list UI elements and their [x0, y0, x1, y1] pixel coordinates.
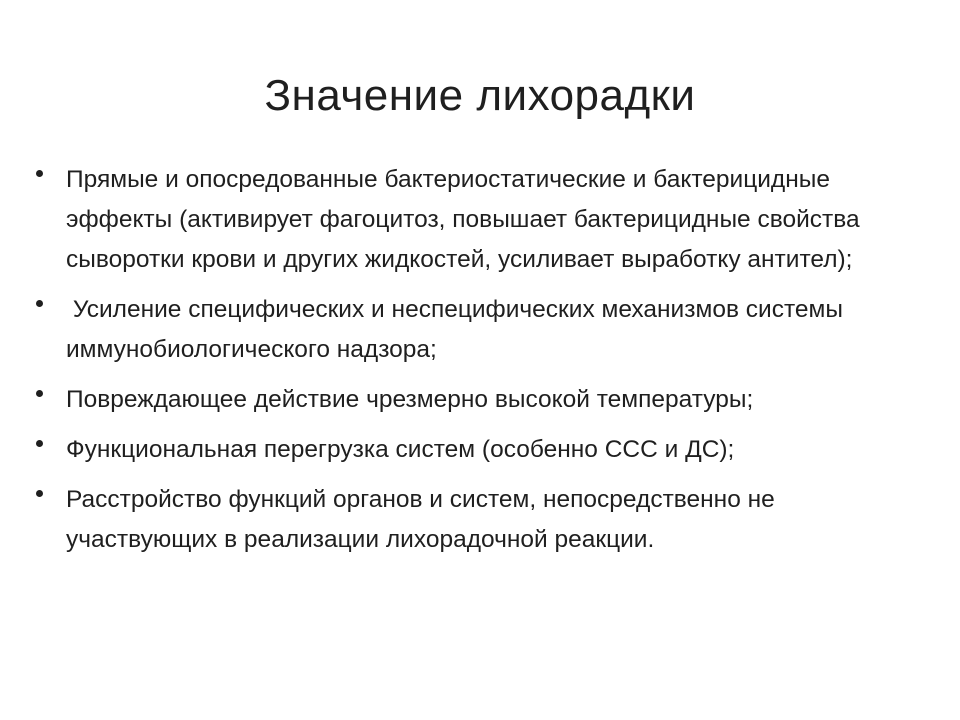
bullet-dot-icon: [36, 170, 43, 177]
bullet-item: [34, 160, 914, 280]
bullet-item: [34, 380, 914, 420]
bullet-list: [34, 160, 914, 570]
bullet-dot-icon: [36, 490, 43, 497]
bullet-item: [34, 480, 914, 560]
bullet-text: Расстройство функций органов и систем, непосредственно не участвующих в реализации лихорадочной реакции.: [66, 486, 775, 553]
bullet-item: [34, 430, 914, 470]
slide-title: Значение лихорадки: [264, 71, 696, 120]
bullet-text: Прямые и опосредованные бактериостатические и бактерицидные эффекты (активирует фагоцитоз, повышает бактерицидные свойства сыворотки крови и других жидкостей, усиливает выработку антител);: [66, 166, 860, 273]
bullet-dot-icon: [36, 440, 43, 447]
bullet-text: Усиление специфических и неспецифических механизмов системы иммунобиологического надзора;: [66, 296, 850, 363]
bullet-text: Повреждающее действие чрезмерно высокой температуры;: [66, 386, 754, 413]
bullet-item: [34, 290, 914, 370]
bullet-dot-icon: [36, 300, 43, 307]
bullet-text: Функциональная перегрузка систем (особенно ССС и ДС);: [66, 436, 735, 463]
bullet-dot-icon: [36, 390, 43, 397]
